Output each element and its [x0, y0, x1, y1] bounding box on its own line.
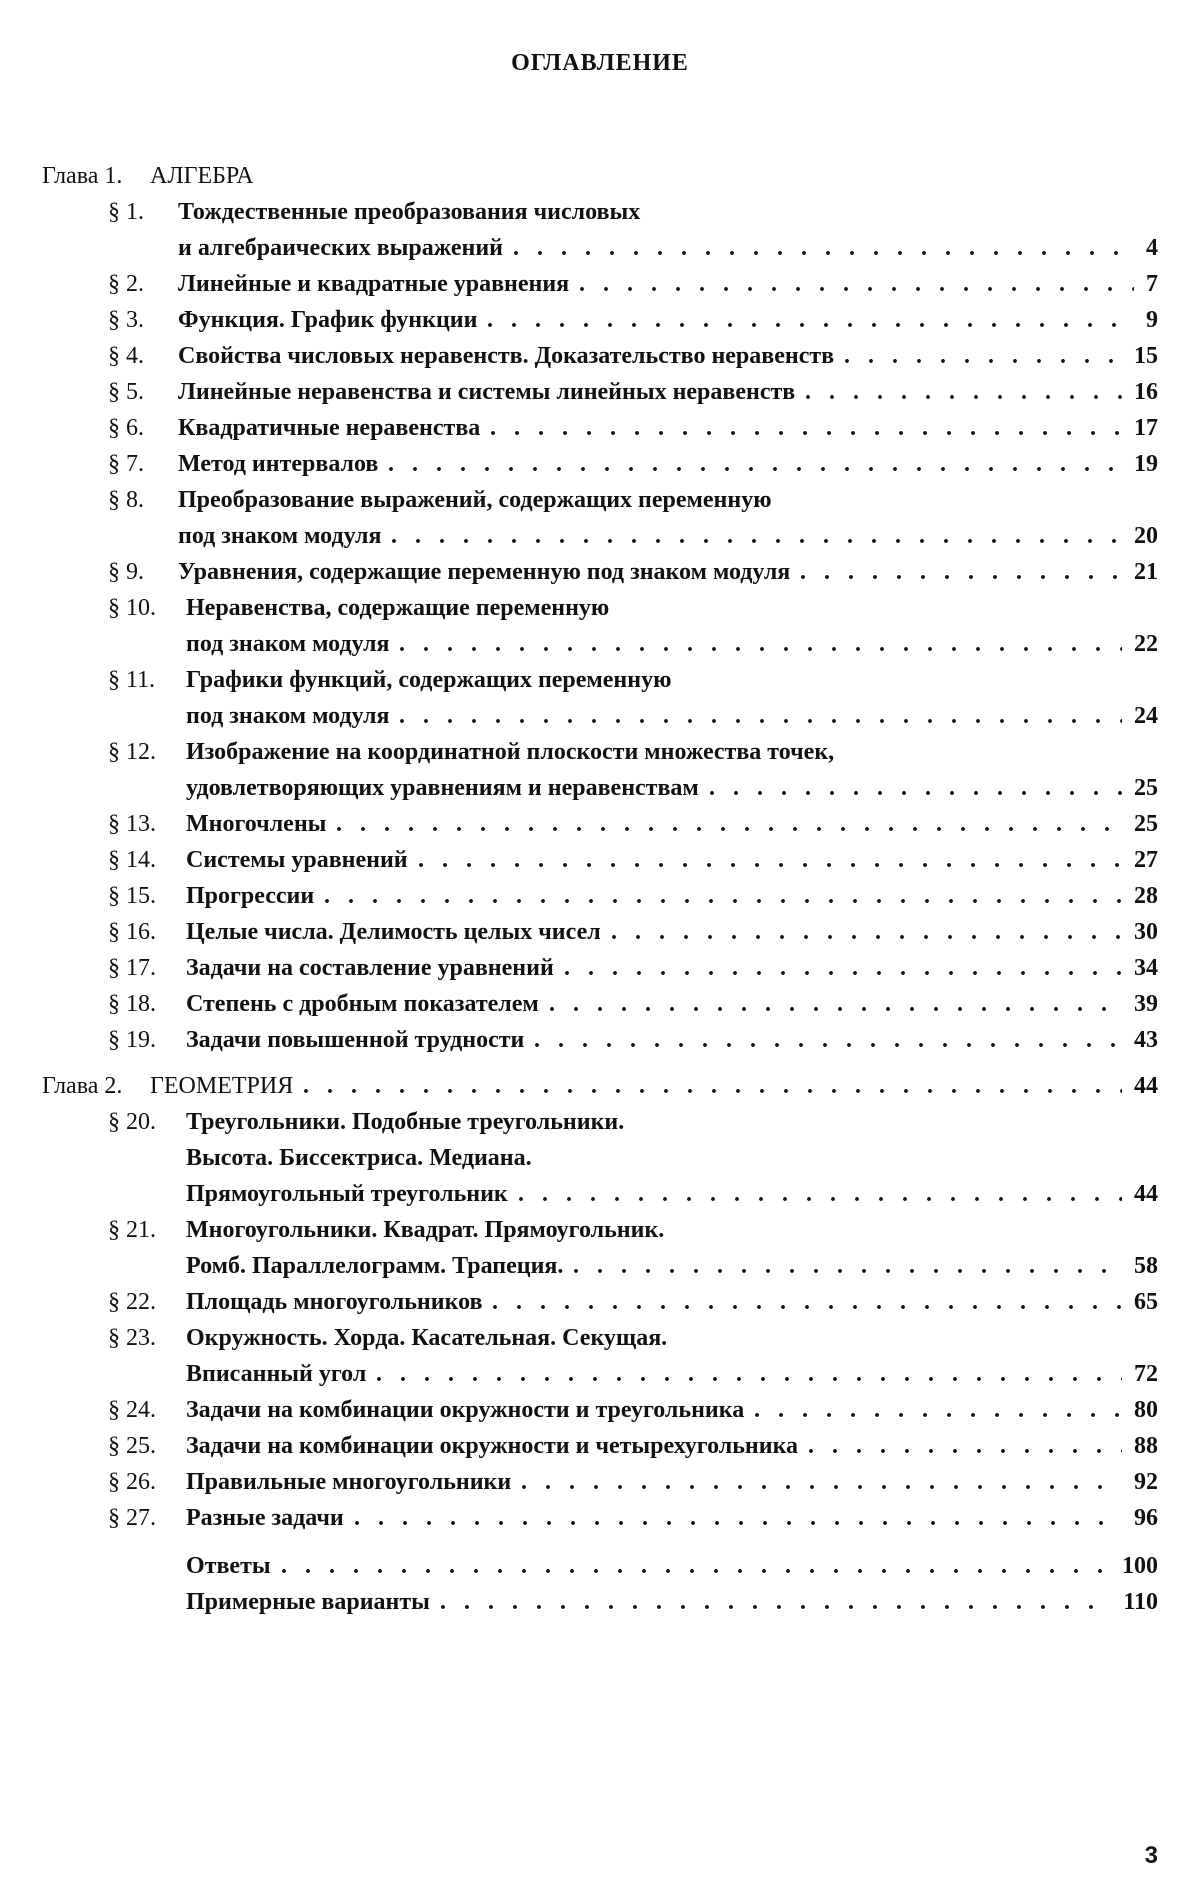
- page-ref: 7: [1146, 271, 1158, 297]
- section-title: Правильные многоугольники: [186, 1469, 512, 1495]
- dot-leader: [844, 338, 1122, 374]
- toc-entry[interactable]: [0, 1140, 1200, 1176]
- page-ref: 43: [1134, 1027, 1158, 1053]
- page-ref: 92: [1134, 1469, 1158, 1495]
- section-title: Задачи на комбинации окружности и четырехугольника: [186, 1433, 799, 1459]
- dot-leader: [808, 1428, 1122, 1464]
- section-title: Задачи на составление уравнений: [186, 955, 554, 981]
- section-title: под знаком модуля: [178, 523, 382, 549]
- section-title: Уравнения, содержащие переменную под знаком модуля: [178, 559, 791, 585]
- section-title: Ромб. Параллелограмм. Трапеция.: [186, 1253, 564, 1279]
- toc-entry[interactable]: [0, 482, 1200, 518]
- toc-entry[interactable]: [0, 806, 1200, 842]
- toc-chapter[interactable]: [0, 1068, 1200, 1104]
- dot-leader: [573, 1248, 1122, 1284]
- dot-leader: [534, 1022, 1122, 1058]
- section-title: Линейные неравенства и системы линейных неравенств: [178, 379, 796, 405]
- section-title: и алгебраических выражений: [178, 235, 503, 261]
- section-title: Графики функций, содержащих переменную: [186, 667, 672, 693]
- toc-entry[interactable]: [0, 1320, 1200, 1356]
- dot-leader: [391, 518, 1122, 554]
- toc-entry[interactable]: [0, 410, 1200, 446]
- page-ref: 96: [1134, 1505, 1158, 1531]
- toc-entry[interactable]: [0, 1104, 1200, 1140]
- dot-leader: [376, 1356, 1122, 1392]
- page-ref: 58: [1134, 1253, 1158, 1279]
- section-title: Метод интервалов: [178, 451, 379, 477]
- section-number: § 21.: [108, 1217, 156, 1243]
- section-number: § 23.: [108, 1325, 156, 1351]
- section-number: § 27.: [108, 1505, 156, 1531]
- toc-entry[interactable]: [0, 1356, 1200, 1392]
- toc-entry[interactable]: [0, 446, 1200, 482]
- section-number: § 4.: [108, 343, 144, 369]
- section-number: § 24.: [108, 1397, 156, 1423]
- toc-entry[interactable]: [0, 302, 1200, 338]
- toc-entry[interactable]: [0, 1212, 1200, 1248]
- dot-leader: [336, 806, 1122, 842]
- dot-leader: [521, 1464, 1122, 1500]
- section-number: § 2.: [108, 271, 144, 297]
- dot-leader: [709, 770, 1122, 806]
- section-number: § 15.: [108, 883, 156, 909]
- page-ref: 80: [1134, 1397, 1158, 1423]
- page-ref: 65: [1134, 1289, 1158, 1315]
- section-title: Функция. График функции: [178, 307, 478, 333]
- dot-leader: [399, 626, 1122, 662]
- section-number: § 13.: [108, 811, 156, 837]
- dot-leader: [490, 410, 1122, 446]
- dot-leader: [324, 878, 1122, 914]
- section-number: § 8.: [108, 487, 144, 513]
- section-title: Тождественные преобразования числовых: [178, 199, 641, 225]
- dot-leader: [487, 302, 1134, 338]
- dot-leader: [492, 1284, 1122, 1320]
- toc-entry[interactable]: [0, 590, 1200, 626]
- page-title: ОГЛАВЛЕНИЕ: [511, 50, 689, 76]
- toc-entry[interactable]: [0, 1428, 1200, 1464]
- page-ref: 34: [1134, 955, 1158, 981]
- section-title: Изображение на координатной плоскости множества точек,: [186, 739, 835, 765]
- toc-entry[interactable]: [0, 1022, 1200, 1058]
- section-title: Задачи повышенной трудности: [186, 1027, 525, 1053]
- section-title: под знаком модуля: [186, 631, 390, 657]
- toc-entry[interactable]: [0, 374, 1200, 410]
- section-title: Площадь многоугольников: [186, 1289, 483, 1315]
- section-number: § 14.: [108, 847, 156, 873]
- toc-entry[interactable]: [0, 266, 1200, 302]
- page-ref: 39: [1134, 991, 1158, 1017]
- toc-entry[interactable]: [0, 1392, 1200, 1428]
- section-title: Линейные и квадратные уравнения: [178, 271, 570, 297]
- dot-leader: [418, 842, 1122, 878]
- toc-entry[interactable]: [0, 662, 1200, 698]
- toc-entry[interactable]: [0, 1284, 1200, 1320]
- page-ref: 24: [1134, 703, 1158, 729]
- section-title: Системы уравнений: [186, 847, 408, 873]
- toc-chapter[interactable]: [0, 158, 1200, 194]
- section-number: § 12.: [108, 739, 156, 765]
- dot-leader: [805, 374, 1122, 410]
- page-ref: 30: [1134, 919, 1158, 945]
- page-ref: 15: [1134, 343, 1158, 369]
- page-ref: 110: [1123, 1589, 1158, 1615]
- toc-entry[interactable]: [0, 626, 1200, 662]
- toc-entry[interactable]: [0, 878, 1200, 914]
- section-number: § 3.: [108, 307, 144, 333]
- section-title: Треугольники. Подобные треугольники.: [186, 1109, 625, 1135]
- toc-entry[interactable]: [0, 1464, 1200, 1500]
- section-number: § 5.: [108, 379, 144, 405]
- section-title: Прогрессии: [186, 883, 315, 909]
- toc-entry[interactable]: [0, 554, 1200, 590]
- section-title: Неравенства, содержащие переменную: [186, 595, 610, 621]
- section-title: Квадратичные неравенства: [178, 415, 481, 441]
- toc-entry[interactable]: [0, 1248, 1200, 1284]
- dot-leader: [440, 1584, 1111, 1620]
- toc-entry[interactable]: [0, 194, 1200, 230]
- section-number: § 17.: [108, 955, 156, 981]
- toc-entry[interactable]: [0, 734, 1200, 770]
- section-title: Разные задачи: [186, 1505, 344, 1531]
- page-ref: 20: [1134, 523, 1158, 549]
- page-ref: 100: [1122, 1553, 1158, 1579]
- section-number: § 19.: [108, 1027, 156, 1053]
- section-title: Многочлены: [186, 811, 327, 837]
- section-title: Примерные варианты: [186, 1589, 430, 1615]
- section-number: § 10.: [108, 595, 156, 621]
- dot-leader: [800, 554, 1122, 590]
- section-number: § 22.: [108, 1289, 156, 1315]
- dot-leader: [611, 914, 1122, 950]
- section-number: § 9.: [108, 559, 144, 585]
- section-number: § 1.: [108, 199, 144, 225]
- section-title: под знаком модуля: [186, 703, 390, 729]
- section-number: § 16.: [108, 919, 156, 945]
- section-number: § 11.: [108, 667, 156, 693]
- section-number: § 7.: [108, 451, 144, 477]
- chapter-number: Глава 1.: [42, 163, 123, 189]
- page-ref: 25: [1134, 811, 1158, 837]
- dot-leader: [303, 1068, 1122, 1104]
- page-ref: 16: [1134, 379, 1158, 405]
- section-number: § 26.: [108, 1469, 156, 1495]
- toc-entry[interactable]: [0, 1548, 1200, 1584]
- page-ref: 28: [1134, 883, 1158, 909]
- section-title: Вписанный угол: [186, 1361, 367, 1387]
- page-ref: 88: [1134, 1433, 1158, 1459]
- page-ref: 19: [1134, 451, 1158, 477]
- page-ref: 72: [1134, 1361, 1158, 1387]
- toc-entry[interactable]: [0, 914, 1200, 950]
- dot-leader: [754, 1392, 1122, 1428]
- toc-entry[interactable]: [0, 986, 1200, 1022]
- toc-entry[interactable]: [0, 698, 1200, 734]
- section-title: Ответы: [186, 1553, 271, 1579]
- section-title: Окружность. Хорда. Касательная. Секущая.: [186, 1325, 668, 1351]
- page-number: 3: [1144, 1842, 1158, 1869]
- page-ref: 25: [1134, 775, 1158, 801]
- dot-leader: [564, 950, 1122, 986]
- chapter-number: Глава 2.: [42, 1073, 123, 1099]
- toc-entry[interactable]: [0, 842, 1200, 878]
- section-title: Высота. Биссектриса. Медиана.: [186, 1145, 532, 1171]
- dot-leader: [579, 266, 1134, 302]
- page-ref: 44: [1134, 1073, 1158, 1099]
- toc-entry[interactable]: [0, 770, 1200, 806]
- section-title: Степень с дробным показателем: [186, 991, 539, 1017]
- section-title: Прямоугольный треугольник: [186, 1181, 508, 1207]
- page-ref: 21: [1134, 559, 1158, 585]
- dot-leader: [513, 230, 1134, 266]
- toc-entry[interactable]: [0, 230, 1200, 266]
- toc-entry[interactable]: [0, 1176, 1200, 1212]
- section-title: Целые числа. Делимость целых чисел: [186, 919, 601, 945]
- toc-entry[interactable]: [0, 338, 1200, 374]
- section-number: § 20.: [108, 1109, 156, 1135]
- page-ref: 9: [1146, 307, 1158, 333]
- section-title: Задачи на комбинации окружности и треугольника: [186, 1397, 745, 1423]
- dot-leader: [518, 1176, 1122, 1212]
- dot-leader: [281, 1548, 1110, 1584]
- chapter-title: ГЕОМЕТРИЯ: [150, 1073, 294, 1099]
- toc-entry[interactable]: [0, 1500, 1200, 1536]
- section-title: Преобразование выражений, содержащих переменную: [178, 487, 772, 513]
- dot-leader: [388, 446, 1122, 482]
- dot-leader: [549, 986, 1122, 1022]
- page-ref: 17: [1134, 415, 1158, 441]
- dot-leader: [354, 1500, 1122, 1536]
- section-number: § 6.: [108, 415, 144, 441]
- page-ref: 44: [1134, 1181, 1158, 1207]
- section-title: удовлетворяющих уравнениям и неравенствам: [186, 775, 699, 801]
- section-number: § 25.: [108, 1433, 156, 1459]
- section-title: Свойства числовых неравенств. Доказательство неравенств: [178, 343, 835, 369]
- toc-entry[interactable]: [0, 1584, 1200, 1620]
- dot-leader: [399, 698, 1122, 734]
- toc-entry[interactable]: [0, 518, 1200, 554]
- section-number: § 18.: [108, 991, 156, 1017]
- chapter-title: АЛГЕБРА: [150, 163, 254, 189]
- section-title: Многоугольники. Квадрат. Прямоугольник.: [186, 1217, 665, 1243]
- toc-entry[interactable]: [0, 950, 1200, 986]
- page-ref: 22: [1134, 631, 1158, 657]
- page-ref: 27: [1134, 847, 1158, 873]
- page-ref: 4: [1146, 235, 1158, 261]
